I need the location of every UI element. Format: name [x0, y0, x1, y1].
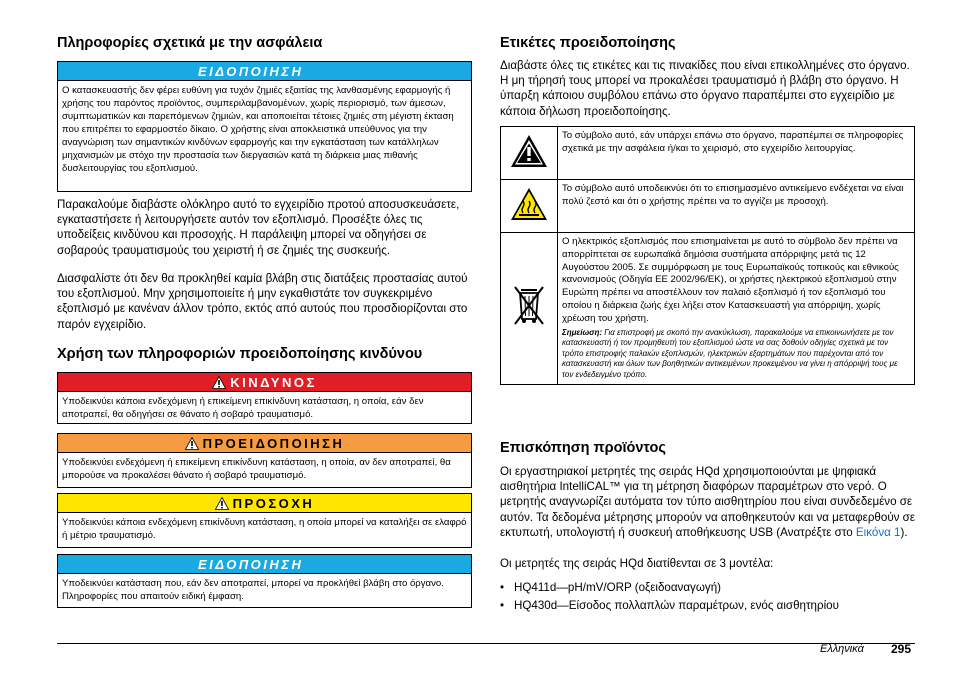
overview-heading: Επισκόπηση προϊόντος [500, 440, 666, 456]
overview-text: Οι εργαστηριακοί μετρητές της σειράς HQd χρησιμοποιούνται με ψηφιακά αισθητήρια IntelliCAL™ για τη μέτρηση διαφόρων παραμέτρων στο νερό. Ο μετρητής αναγνωρίζει αυτόματα τον τύπο αισθητηρίου που είναι συνδεδεμένο σε αυτόν. Τα δεδομένα μέτρησης μπορούν να αποθηκευτούν και να μεταφερθούν σε εκτυπωτή, υπολογιστή ή συσκευή αποθήκευσης USB (Ανατρέξτε στο [500, 465, 916, 539]
notice-box-2 [57, 554, 472, 608]
footer-rule [57, 643, 915, 644]
page-number: 295 [891, 642, 912, 656]
weee-text: Ο ηλεκτρικός εξοπλισμός που επισημαίνεται με αυτό το σύμβολο δεν πρέπει να απορρίπτεται σε ευρωπαϊκά δημόσια συστήματα απόρριψης μετά τις 12 Αυγούστου 2005. Σε συμμόρφωση με τους Ευρωπαϊκούς τοπικούς και εθνικούς κανονισμούς (Οδηγία ΕΕ 2002/96/ΕΚ), οι χρήστες ηλεκτρικού εξοπλισμού στην Ευρώπη πρέπει να αποστέλλουν τον παλαιό εξοπλισμό ή τον εξοπλισμό του οποίου η διάρκεια ζωής έχει λήξει στον Κατασκευαστή για απόρριψη, χωρίς χρέωση του χρήστη. [562, 236, 899, 324]
caution-box [57, 493, 472, 548]
weee-note [562, 328, 910, 381]
danger-box [57, 372, 472, 424]
overview-paragraph [500, 464, 918, 540]
table-row [501, 233, 915, 385]
note-text: Για επιστροφή με σκοπό την ανακύκλωση, παρακαλούμε να επικοινωνήσετε με τον κατασκευαστή ή τον προμηθευτή του εξοπλισμού ώστε να σας δοθούν οδηγίες σχετικά με τον τρόπο επιστροφής παλαιών εξοπλισμών, ηλεκτρικών εξαρτημάτων που παρέχονται από τον κατασκευαστή και όλων των βοηθητικών αντικειμένων προκειμένου να γίνει η απόρριψή τους με τον ενδεδειγμένο τρόπο. [562, 327, 898, 379]
label-icon-cell [501, 127, 558, 180]
safety-heading: Πληροφορίες σχετικά με την ασφάλεια [57, 35, 323, 51]
notice-text: Ο κατασκευαστής δεν φέρει ευθύνη για τυχόν ζημιές εξαιτίας της λανθασμένης εφαρμογής ή χρήσης του παρόντος προϊόντος, συμπεριλαμβανομένων, χωρίς περιορισμό, των άμεσων, συμπτωματικών και παρεπόμενων ζημιών, και αποποιείται τέτοιες ζημιές στη μέγιστη έκταση που επιτρέπει το εφαρμοστέο δίκαιο. Ο χρήστης είναι αποκλειστικά υπεύθυνος για την αναγνώριση των σημαντικών κινδύνων εφαρμογής και την εγκατάσταση των κατάλληλων μηχανισμών με στόχο την προστασία των διεργασιών κατά τη διάρκεια μιας πιθανής δυσλειτουργίας του εξοπλισμού. [62, 85, 454, 174]
label-icon-cell [501, 180, 558, 233]
notice-box [57, 61, 472, 192]
hot-surface-icon [510, 187, 548, 221]
labels-intro: Διαβάστε όλες τις ετικέτες και τις πινακίδες που είναι επικολλημένες στο όργανο. Η μη τήρησή τους μπορεί να προκαλέσει τραυματισμό ή βλάβη στο όργανο. Η ύπαρξη κάποιου συμβόλου επάνω στο όργανο παραπέμπει στο εγχειρίδιο με κάποια δήλωση προειδοποίησης. [500, 59, 910, 118]
label-icon-cell [501, 233, 558, 385]
hazard-info-heading: Χρήση των πληροφοριών προειδοποίησης κινδύνου [57, 346, 423, 362]
danger-title-text: ΚΙΝΔΥΝΟΣ [230, 375, 317, 390]
precaution-labels-table [500, 126, 915, 385]
labels-heading: Ετικέτες προειδοποίησης [500, 35, 676, 51]
overview-text-end: ). [900, 525, 908, 539]
table-row [501, 180, 915, 233]
caution-text: Υποδεικνύει κάποια ενδεχόμενη επικίνδυνη κατάσταση, η οποία μπορεί να καταλήξει σε ελαφρό ή μέτριο τραυματισμό. [62, 517, 467, 541]
protection-paragraph: Διασφαλίστε ότι δεν θα προκληθεί καμία βλάβη στις διατάξεις προστασίας αυτού του εξοπλισμού. Μην χρησιμοποιείτε ή μην εγκαθιστάτε τον συγκεκριμένο εξοπλισμό με κανέναν άλλον τρόπο, εκτός από αυτούς που προσδιορίζονται στο παρόν εγχειρίδιο. [57, 272, 468, 331]
warning-text: Υποδεικνύει ενδεχόμενη ή επικείμενη επικίνδυνη κατάσταση, η οποία, αν δεν αποτραπεί, θα μπορούσε να προκαλέσει θάνατο ή σοβαρό τραυματισμό. [62, 457, 451, 481]
warning-title [58, 434, 471, 453]
label-text-1: Το σύμβολο αυτό, εάν υπάρχει επάνω στο όργανο, παραπέμπει σε πληροφορίες σχετικά με την ασφάλεια ή/και το χειρισμό, στο εγχειρίδιο λειτουργίας. [558, 127, 915, 180]
warning-triangle-icon [215, 497, 229, 510]
warning-title-text: ΠΡΟΕΙΔΟΠΟΙΗΣΗ [202, 436, 345, 451]
warning-triangle-icon [510, 134, 548, 168]
models-intro: Οι μετρητές της σειράς HQd διατίθενται σε 3 μοντέλα: [500, 557, 774, 570]
warning-box [57, 433, 472, 488]
models-list [500, 580, 915, 616]
table-row [501, 127, 915, 180]
notice-title: ΕΙΔΟΠΟΙΗΣΗ [58, 62, 471, 81]
danger-title [58, 373, 471, 392]
figure-1-link[interactable]: Εικόνα 1 [855, 525, 901, 539]
crossed-bin-icon [512, 285, 546, 327]
label-text-2: Το σύμβολο αυτό υποδεικνύει ότι το επισημασμένο αντικείμενο ενδέχεται να είναι πολύ ζεστό και ότι ο χρήστης πρέπει να το αγγίζει με προσοχή. [558, 180, 915, 233]
notice-title-2: ΕΙΔΟΠΟΙΗΣΗ [58, 555, 471, 574]
list-item: • HQ411d—pH/mV/ORP (οξειδοαναγωγή) [500, 580, 915, 595]
notice-text-2: Υποδεικνύει κατάσταση που, εάν δεν αποτραπεί, μπορεί να προκλήθεί βλάβη στο όργανο. Πληροφορίες που απαιτούν ειδική έμφαση. [62, 578, 444, 602]
caution-title [58, 494, 471, 513]
danger-text: Υποδεικνύει κάποια ενδεχόμενη ή επικείμενη επικίνδυνη κατάσταση, η οποία, εάν δεν αποτραπεί, θα οδηγήσει σε θάνατο ή σοβαρό τραυματισμό. [62, 396, 424, 420]
note-label: Σημείωση: [562, 327, 603, 337]
label-text-3 [558, 233, 915, 385]
intro-paragraph: Παρακαλούμε διαβάστε ολόκληρο αυτό το εγχειρίδιο προτού αποσυσκευάσετε, εγκαταστήσετε ή λειτουργήσετε αυτόν τον εξοπλισμό. Προσέξτε όλες τις υποδείξεις κινδύνου και προσοχής. Η παράλειψη μπορεί να οδηγήσει σε σοβαρούς τραυματισμούς του χειριστή ή σε ζημιές της συσκευής. [57, 198, 460, 257]
caution-title-text: ΠΡΟΣΟΧΗ [232, 496, 315, 511]
warning-triangle-icon [212, 376, 226, 389]
warning-triangle-icon [185, 437, 199, 450]
footer-language: Ελληνικά [820, 643, 864, 655]
list-item: • HQ430d—Είσοδος πολλαπλών παραμέτρων, ενός αισθητηρίου [500, 598, 915, 613]
